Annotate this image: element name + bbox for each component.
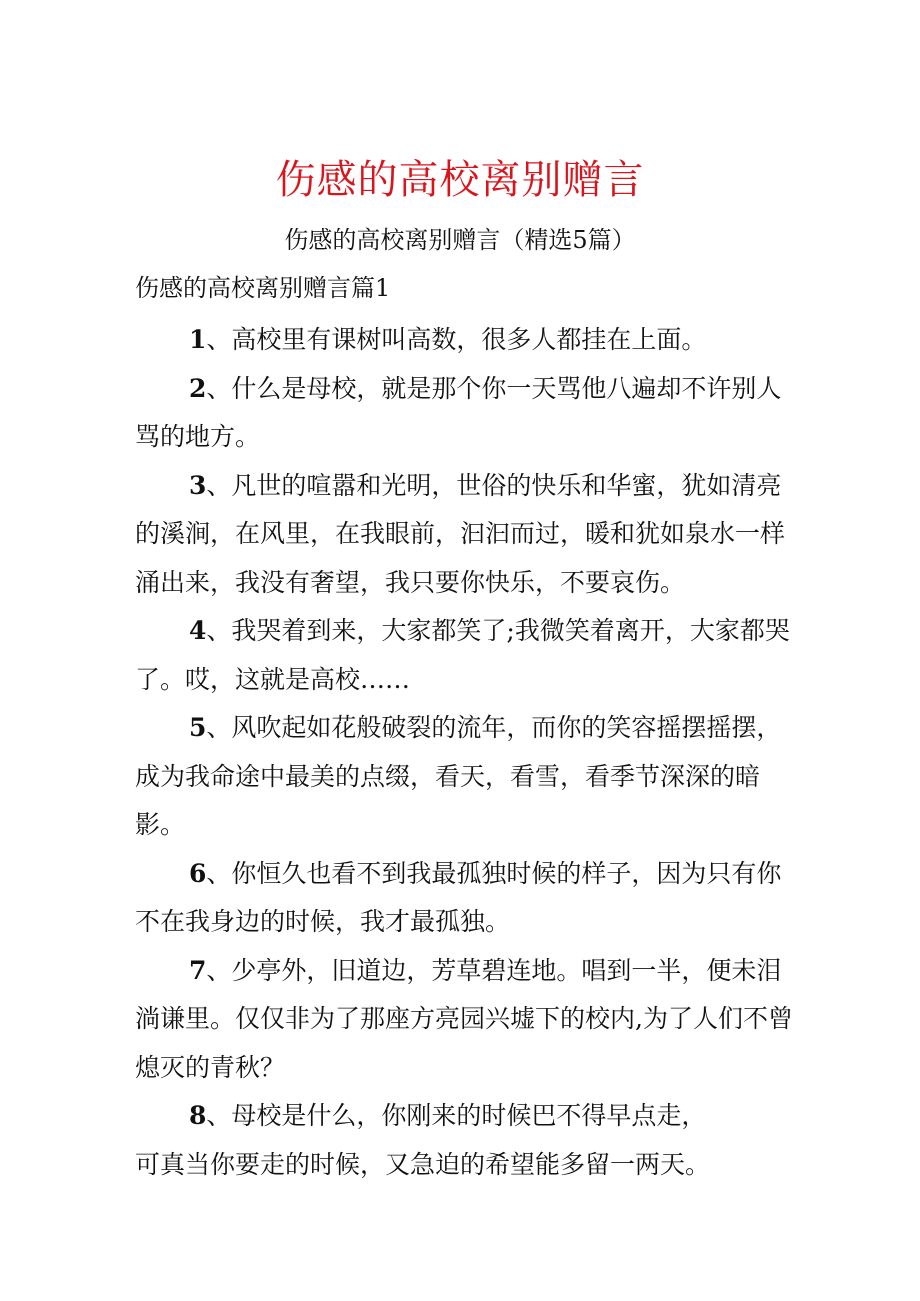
entry-number: 1 [189, 325, 207, 354]
entry-text: 、我哭着到来，大家都笑了;我微笑着离开，大家都哭了。哎，这就是高校…… [135, 616, 790, 694]
entry-text: 、凡世的喧嚣和光明，世俗的快乐和华蜜，犹如清亮的溪涧，在风里，在我眼前，汩汩而过，暖和犹如泉水一样涌出来，我没有奢望，我只要你快乐，不要哀伤。 [135, 470, 786, 597]
entry-8 [135, 1092, 795, 1189]
section-heading: 伤感的高校离别赠言篇1 [135, 274, 391, 302]
document-subtitle: 伤感的高校离别赠言（精选5篇） [284, 226, 636, 254]
entry-text-continued: 可真当你要走的时候，又急迫的希望能多留一两天。 [135, 1149, 711, 1179]
entries-list [135, 316, 795, 1189]
entry-number: 7 [189, 955, 207, 985]
entry-text: 、风吹起如花般破裂的流年，而你的笑容摇摆摇摆，成为我命途中最美的点缀，看天，看雪，看季节深深的暗影。 [135, 713, 782, 839]
entry-number: 2 [189, 373, 207, 403]
entry-text: 、少亭外，旧道边，芳草碧连地。唱到一半，便未泪淌谦里。仅仅非为了那座方亮园兴墟下的校内,为了人们不曾熄灭的青秋？ [135, 955, 793, 1082]
entry-6 [135, 850, 795, 947]
entry-number: 6 [189, 858, 207, 888]
entry-number: 8 [189, 1101, 207, 1130]
entry-3 [135, 462, 795, 608]
entry-text: 、母校是什么，你刚来的时候巴不得早点走， [206, 1101, 707, 1130]
entry-5 [135, 704, 795, 850]
entry-2 [135, 365, 795, 462]
entry-text: 、高校里有课树叫高数，很多人都挂在上面。 [206, 325, 707, 354]
entry-number: 4 [189, 616, 207, 645]
entry-number: 5 [189, 713, 207, 742]
document-title: 伤感的高校离别赠言 [275, 157, 645, 203]
entry-text: 、什么是母校，就是那个你一天骂他八遍却不许别人骂的地方。 [135, 373, 782, 451]
entry-4 [135, 607, 795, 704]
entry-1 [135, 316, 795, 365]
entry-number: 3 [189, 470, 207, 500]
entry-text: 、你恒久也看不到我最孤独时候的样子，因为只有你不在我身边的时候，我才最孤独。 [135, 858, 782, 936]
entry-7 [135, 947, 795, 1093]
